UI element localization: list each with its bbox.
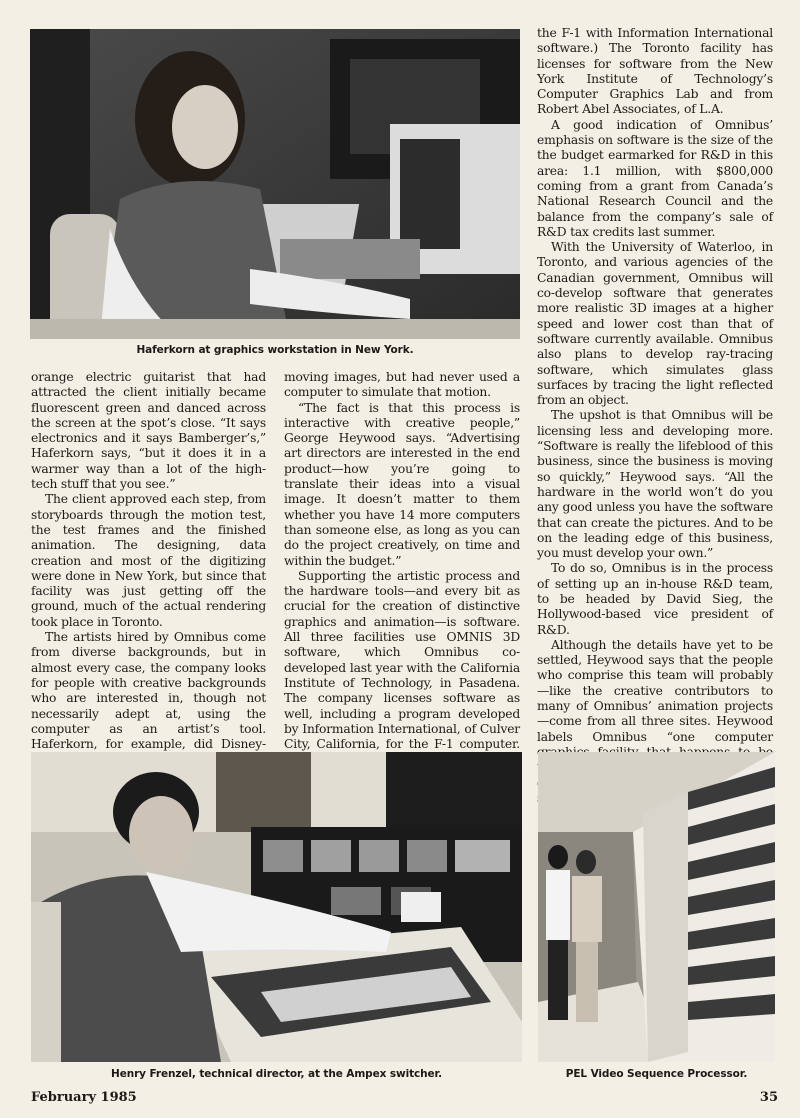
text-column-1 xyxy=(31,370,266,783)
text-column-2 xyxy=(284,370,520,783)
paragraph: moving images, but had never used a computer to simulate that motion. xyxy=(284,370,520,400)
page-number: 35 xyxy=(759,1090,778,1105)
photo-caption: PEL Video Sequence Processor. xyxy=(565,1068,748,1080)
paragraph: The client approved each step, from storyboards through the motion test, the test frames and the finished animation. The designing, data creation and most of the digitizing were done in New York, but since that facility was just getting off the ground, much of the actual rendering took place in Toronto. xyxy=(31,492,266,629)
issue-date: February 1985 xyxy=(31,1090,137,1105)
paragraph: A good indication of Omnibus’ emphasis on software is the size of the the budget earmarked for R&D in this area: 1.1 million, with $800,000 coming from a grant from Canada’s National Research Council and the balance from the company’s sale of R&D tax credits last summer. xyxy=(537,117,773,239)
paragraph: With the University of Waterloo, in Toronto, and various agencies of the Canadian government, Omnibus will co-develop software that generates more realistic 3D images at a higher speed and lower cost than that of software currently available. Omnibus also plans to develop ray-tracing software, which simulates glass surfaces by tracing the light reflected from an object. xyxy=(537,240,773,408)
paragraph: The upshot is that Omnibus will be licensing less and developing more. “Software is really the lifeblood of this business, since the business is moving so quickly,” Heywood says. “All the hardware in the world won’t do you any good unless you have the software that can create the pictures. And to be on the leading edge of this business, you must develop your own.” xyxy=(537,408,773,561)
photo-pel-processor xyxy=(538,752,775,1062)
photo-haferkorn-workstation xyxy=(30,29,520,339)
paragraph: To do so, Omnibus is in the process of setting up an in-house R&D team, to be headed by David Sieg, the Hollywood-based vice president of R&D. xyxy=(537,561,773,637)
paragraph: orange electric guitarist that had attracted the client initially became fluorescent green and danced across the screen at the spot’s close. “It says electronics and it says Bamberger’s,” Haferkorn says, “but it does it in a warmer way than a lot of the high-tech stuff that you see.” xyxy=(31,370,266,492)
paragraph: The artists hired by Omnibus come from diverse backgrounds, but in almost every case, the company looks for people with creative backgrounds who are interested in, though not necessarily adept at, using the computer as an artist’s tool. Haferkorn, for example, did Disney- xyxy=(31,630,266,752)
photo-frenzel-switcher xyxy=(31,752,522,1062)
paragraph: the F-1 with Information International software.) The Toronto facility has licenses for software from the New York Institute of Technology’s Computer Graphics Lab and from Robert Abel Associates, of L.A. xyxy=(537,26,773,117)
paragraph: “The fact is that this process is interactive with creative people,” George Heywood says. “Advertising art directors are interested in the end product—how you’re going to translate their ideas into a visual image. It doesn’t matter to them whether you have 14 more computers than someone else, as long as you can do the project creatively, on time and within the budget.” xyxy=(284,400,520,568)
paragraph: Although the details have yet to be settled, Heywood says that the people who comprise this team will probably—like the creative contributors to many of Omnibus’ animation projects—come from all three sites. Heywood labels Omnibus “one computer xyxy=(537,637,773,744)
paragraph: Supporting the artistic process and the hardware tools—and every bit as crucial for the creation of distinctive graphics and animation—is software. All three facilities use OMNIS 3D software, which Omnibus co-developed last year with the California Institute of Technology, in Pasadena. The company licenses software as well, including a program developed by Information International, of Culver City, California, for the F-1 computer. xyxy=(284,568,520,752)
photo-caption: Haferkorn at graphics workstation in New York. xyxy=(136,344,414,356)
text-column-3 xyxy=(537,26,773,806)
photo-caption: Henry Frenzel, technical director, at the Ampex switcher. xyxy=(111,1068,442,1080)
